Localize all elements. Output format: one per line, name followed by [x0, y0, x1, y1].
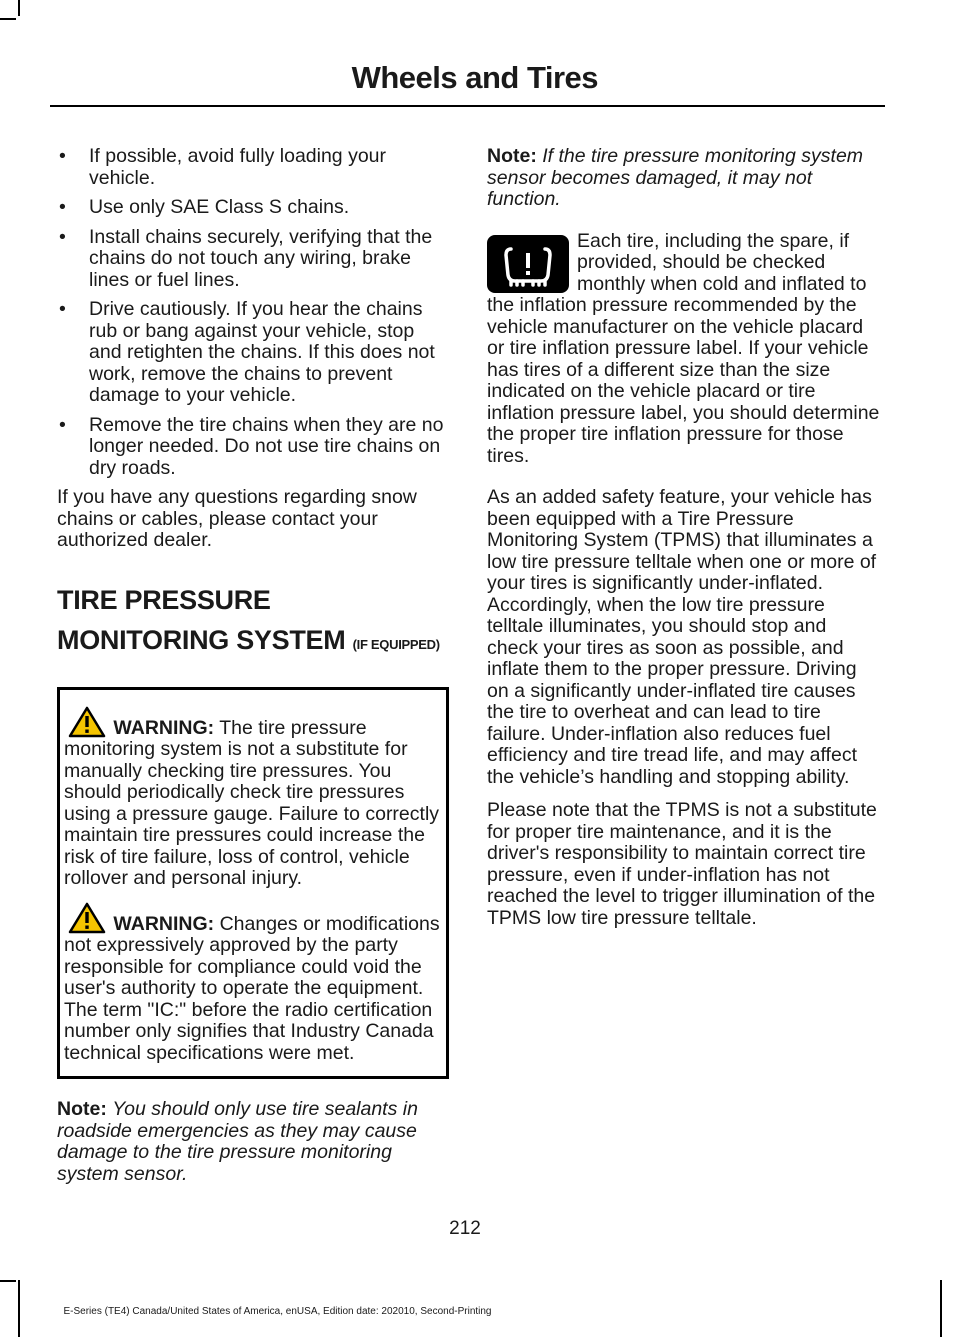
tpms-paragraph: As an added safety feature, your vehicle has been equipped with a Tire Pressure Monitoring System (TPMS) that illuminates a low tire pressure telltale when one or more of your tires is significantly under-inflated. Accordingly, when the low tire pressure telltale illuminates, you should stop and check your tires as soon as possible, and inflate them to the proper pressure. Driving on a significantly under-inflated tire causes the tire to overheat and can lead to tire failure. Under-inflation also reduces fuel efficiency and tire tread life, and may affect the vehicle’s handling and stopping ability.	[487, 486, 877, 788]
note-text: If the tire pressure monitoring system sensor becomes damaged, it may not function.	[487, 145, 864, 210]
chain-tips-list	[57, 146, 447, 479]
page-title: Wheels and Tires	[351, 60, 598, 95]
tpms-maintenance-paragraph: Please note that the TPMS is not a substitute for proper tire maintenance, and it is the driver's responsibility to maintain correct tire pressure, even if under-inflation has not reached the level to trigger illumination of the TPMS low tire pressure telltale.	[487, 799, 877, 929]
crop-mark	[0, 1280, 16, 1282]
warning-triangle-icon	[68, 902, 106, 934]
crop-mark	[0, 18, 16, 20]
list-item: • Remove the tire chains when they are no longer needed. Do not use tire chains on dry roads.	[57, 415, 447, 480]
warning-text: The tire pressure monitoring system is not a substitute for manually checking tire pressures. You should periodically check tire pressures using a pressure gauge. Failure to correctly maintain tire pressures could increase the risk of tire failure, loss of control, vehicle rollover and personal injury.	[64, 716, 440, 889]
list-item: • Use only SAE Class S chains.	[57, 197, 447, 219]
header-divider	[50, 105, 885, 107]
section-heading	[57, 580, 447, 665]
page-number: 212	[449, 1218, 481, 1239]
note-label: Note:	[57, 1098, 107, 1120]
note-text: You should only use tire sealants in roadside emergencies as they may cause damage to the tire pressure monitoring system sensor.	[57, 1098, 418, 1185]
right-column	[487, 146, 882, 941]
note-paragraph	[57, 1099, 447, 1185]
list-item: • Drive cautiously. If you hear the chains rub or bang against your vehicle, stop and retighten the chains. If this does not work, remove the chains to prevent damage to your vehicle.	[57, 299, 447, 407]
warning-block	[64, 706, 440, 890]
warning-text: Changes or modifications not expressively approved by the party responsible for compliance could void the user's authority to operate the equipment. The term "IC:" before the radio certification number only signifies that Industry Canada technical specifications were met.	[64, 912, 440, 1064]
warning-triangle-icon	[68, 706, 106, 738]
crop-mark	[940, 1280, 942, 1337]
tpms-warning-icon	[487, 235, 569, 293]
note-label: Note:	[487, 145, 537, 167]
inflation-text: Each tire, including the spare, if provided, should be checked monthly when cold and inflated to the inflation pressure recommended by the vehicle manufacturer on the vehicle placard or tire inflation pressure label. If your vehicle has tires of a different size than the size indicated on the vehicle placard or tire inflation pressure label, you should determine the proper tire inflation pressure for those tires.	[487, 229, 880, 467]
section-heading-title: TIRE PRESSURE MONITORING SYSTEM	[57, 584, 346, 655]
section-heading-qualifier: (IF EQUIPPED)	[352, 636, 440, 652]
note-paragraph	[487, 146, 882, 211]
inflation-paragraph	[487, 231, 882, 468]
crop-mark	[18, 0, 20, 16]
warning-label: WARNING:	[113, 912, 215, 935]
list-item: • Install chains securely, verifying that the chains do not touch any wiring, brake lines or fuel lines.	[57, 227, 447, 292]
dealer-paragraph: If you have any questions regarding snow chains or cables, please contact your authorized dealer.	[57, 486, 417, 551]
warning-block	[64, 902, 440, 1065]
warning-label: WARNING:	[113, 716, 215, 739]
list-item: • If possible, avoid fully loading your vehicle.	[57, 146, 447, 189]
warning-box	[57, 687, 449, 1080]
footer-edition-text: E-Series (TE4) Canada/United States of America, enUSA, Edition date: 202010, Second-Printing	[63, 1306, 492, 1317]
left-column	[57, 146, 447, 1197]
